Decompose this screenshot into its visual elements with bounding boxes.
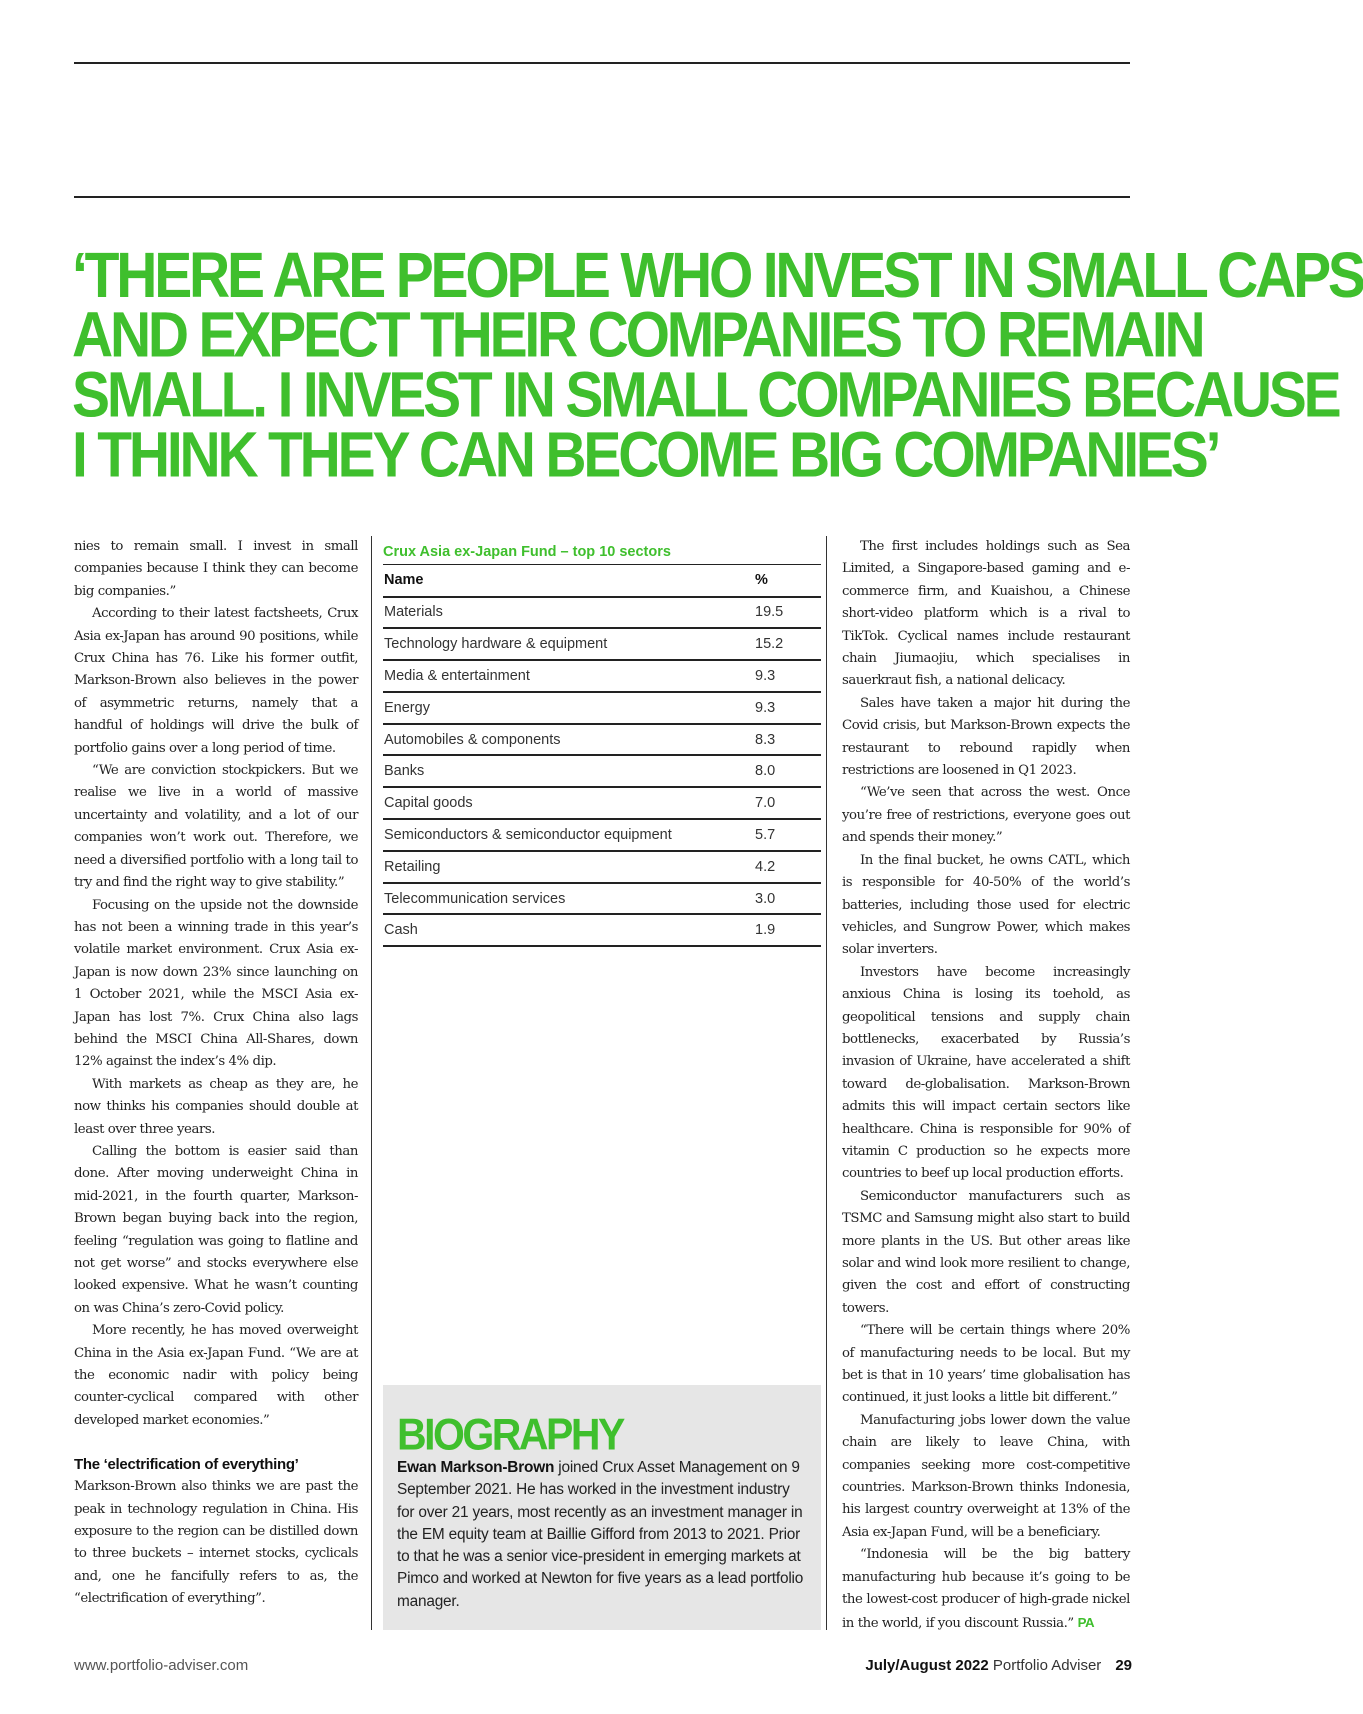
sector-name: Retailing <box>383 851 755 883</box>
sector-table-panel <box>383 540 821 947</box>
sector-name: Automobiles & components <box>383 724 755 756</box>
sector-name: Banks <box>383 755 755 787</box>
sector-percent: 5.7 <box>755 819 821 851</box>
table-row <box>383 724 821 756</box>
footer-publication: Portfolio Adviser <box>988 1657 1102 1674</box>
sector-percent: 19.5 <box>755 597 821 629</box>
sector-percent: 15.2 <box>755 628 821 660</box>
paragraph: Calling the bottom is easier said than done. After moving underweight China in mid-2021, in the fourth quarter, Markson-Brown began buying back into the region, feeling “regulation was going to flatline and not get worse” and stocks everywhere else looked expensive. What he wasn’t counting on was China’s zero-Covid policy. <box>74 1143 358 1316</box>
page-number: 29 <box>1115 1657 1132 1674</box>
table-row <box>383 883 821 915</box>
table-row <box>383 819 821 851</box>
sector-name: Semiconductors & semiconductor equipment <box>383 819 755 851</box>
sector-name: Cash <box>383 914 755 946</box>
pull-quote-line: I THINK THEY CAN BECOME BIG COMPANIES’ <box>72 418 1219 492</box>
biography-body: joined Crux Asset Management on 9 September 2021. He has worked in the investment industry for over 21 years, most recently as an investment manager in the EM equity team at Baillie Gifford from 2013 to 2021. Prior to that he was a senior vice-president in emerging markets at Pimco and worked at Newton for five years as a lead portfolio manager. <box>397 1459 804 1610</box>
table-row <box>383 597 821 629</box>
biography-box <box>383 1385 821 1630</box>
sector-percent: 8.0 <box>755 755 821 787</box>
right-column <box>842 536 1130 1635</box>
paragraph: According to their latest factsheets, Crux Asia ex-Japan has around 90 positions, while Crux China has 76. Like his former outfit, Markson-Brown also believes in the power of asymmetric returns, namely that a handful of holdings will drive the bulk of portfolio gains over a long period of time. <box>74 606 358 756</box>
paragraph: “We are conviction stockpickers. But we realise we live in a world of massive uncertainty and volatility, and a lot of our companies won’t work out. Therefore, we need a diversified portfolio with a long tail to try and find the right way to give stability.” <box>74 763 358 891</box>
paragraph: The first includes holdings such as Sea Limited, a Singapore-based gaming and e-commerce firm, and Kuaishou, a Chinese short-video platform which is a rival to TikTok. Cyclical names include restaurant chain Jiumaojiu, which specialises in sauerkraut fish, a national delicacy. <box>842 539 1130 689</box>
sector-name: Materials <box>383 597 755 629</box>
table-title: Crux Asia ex-Japan Fund – top 10 sectors <box>383 544 671 560</box>
paragraph-text: “Indonesia will be the big battery manufacturing hub because it’s going to be the lowest-cost producer of high-grade nickel in the world, if you discount Russia.” <box>842 1547 1130 1631</box>
sector-percent: 9.3 <box>755 692 821 724</box>
paragraph: Semiconductor manufacturers such as TSMC and Samsung might also start to build more plants in the US. But other areas like solar and wind look more resilient to change, given the cost and effort of constructing towers. <box>842 1188 1130 1316</box>
sector-name: Media & entertainment <box>383 660 755 692</box>
paragraph: Investors have become increasingly anxious China is losing its toehold, as geopolitical tensions and supply chain bottlenecks, exacerbated by Russia’s invasion of Ukraine, have accelerated a shift toward de-globalisation. Markson-Brown admits this will impact certain sectors like healthcare. China is responsible for 90% of vitamin C production so he expects more countries to beef up local production efforts. <box>842 964 1130 1182</box>
left-column <box>74 536 358 1611</box>
paragraph <box>842 1544 1130 1635</box>
paragraph: “We’ve seen that across the west. Once you’re free of restrictions, everyone goes out and spends their money.” <box>842 785 1130 846</box>
paragraph: Manufacturing jobs lower down the value chain are likely to leave China, with companies seeking more cost-competitive countries. Markson-Brown thinks Indonesia, his largest country overweight at 13% of the Asia ex-Japan Fund, will be a beneficiary. <box>842 1412 1130 1540</box>
footer-url[interactable]: www.portfolio-adviser.com <box>74 1657 249 1674</box>
sector-percent: 8.3 <box>755 724 821 756</box>
paragraph: With markets as cheap as they are, he now thinks his companies should double at least over three years. <box>74 1076 358 1137</box>
pull-quote <box>72 239 1363 492</box>
paragraph: “There will be certain things where 20% of manufacturing needs to be local. But my bet is that in 10 years’ time globalisation has continued, it just looks a little bit different.” <box>842 1323 1130 1406</box>
sector-percent: 9.3 <box>755 660 821 692</box>
top-rule <box>74 62 1130 64</box>
sector-percent: 4.2 <box>755 851 821 883</box>
table-row <box>383 787 821 819</box>
sector-name: Capital goods <box>383 787 755 819</box>
table-row <box>383 660 821 692</box>
section-subhead: The ‘electrification of everything’ <box>74 1456 299 1474</box>
footer-issue-info <box>865 1657 1132 1674</box>
pull-quote-line: AND EXPECT THEIR COMPANIES TO REMAIN <box>72 299 1203 372</box>
table-row <box>383 914 821 946</box>
pull-quote-line: SMALL. I INVEST IN SMALL COMPANIES BECAUSE <box>72 359 1339 432</box>
paragraph: In the final bucket, he owns CATL, which is responsible for 40-50% of the world’s batteries, including those used for electric vehicles, and Sungrow Power, which makes solar inverters. <box>842 852 1130 958</box>
table-row <box>383 628 821 660</box>
paragraph: Focusing on the upside not the downside has not been a winning trade in this year’s volatile market environment. Crux Asia ex-Japan is now down 23% since launching on 1 October 2021, while the MSCI Asia ex-Japan has lost 7%. Crux China also lags behind the MSCI China All-Shares, down 12% against the index’s 4% dip. <box>74 897 358 1070</box>
paragraph: More recently, he has moved overweight China in the Asia ex-Japan Fund. “We are at the economic nadir with policy being counter-cyclical compared with other developed market economies.” <box>74 1323 358 1428</box>
sector-table <box>383 564 821 947</box>
column-header-percent: % <box>755 565 821 597</box>
pull-quote-line: ‘THERE ARE PEOPLE WHO INVEST IN SMALL CAPS <box>72 239 1363 312</box>
column-divider <box>826 536 827 1630</box>
biography-name: Ewan Markson-Brown <box>397 1459 555 1476</box>
sector-percent: 3.0 <box>755 883 821 915</box>
table-header-row <box>383 565 821 597</box>
table-row <box>383 851 821 883</box>
sector-name: Technology hardware & equipment <box>383 628 755 660</box>
sector-percent: 7.0 <box>755 787 821 819</box>
footer-issue-date: July/August 2022 <box>865 1657 989 1674</box>
biography-text <box>397 1457 807 1613</box>
biography-heading: BIOGRAPHY <box>397 1409 623 1460</box>
table-row <box>383 692 821 724</box>
sector-percent: 1.9 <box>755 914 821 946</box>
table-row <box>383 755 821 787</box>
paragraph: nies to remain small. I invest in small companies because I think they can become big companies.” <box>74 539 358 599</box>
paragraph: Sales have taken a major hit during the Covid crisis, but Markson-Brown expects the restaurant to rebound rapidly when restrictions are loosened in Q1 2023. <box>842 695 1130 779</box>
sector-name: Energy <box>383 692 755 724</box>
column-header-name: Name <box>383 565 755 597</box>
sector-name: Telecommunication services <box>383 883 755 915</box>
header-rule <box>74 196 1130 198</box>
paragraph: Markson-Brown also thinks we are past the peak in technology regulation in China. His exposure to the region can be distilled down to three buckets – internet stocks, cyclicals and, one he fancifully refers to as, the “electrification of everything”. <box>74 1479 358 1607</box>
column-divider <box>371 536 372 1630</box>
end-signature: PA <box>1077 1614 1095 1630</box>
